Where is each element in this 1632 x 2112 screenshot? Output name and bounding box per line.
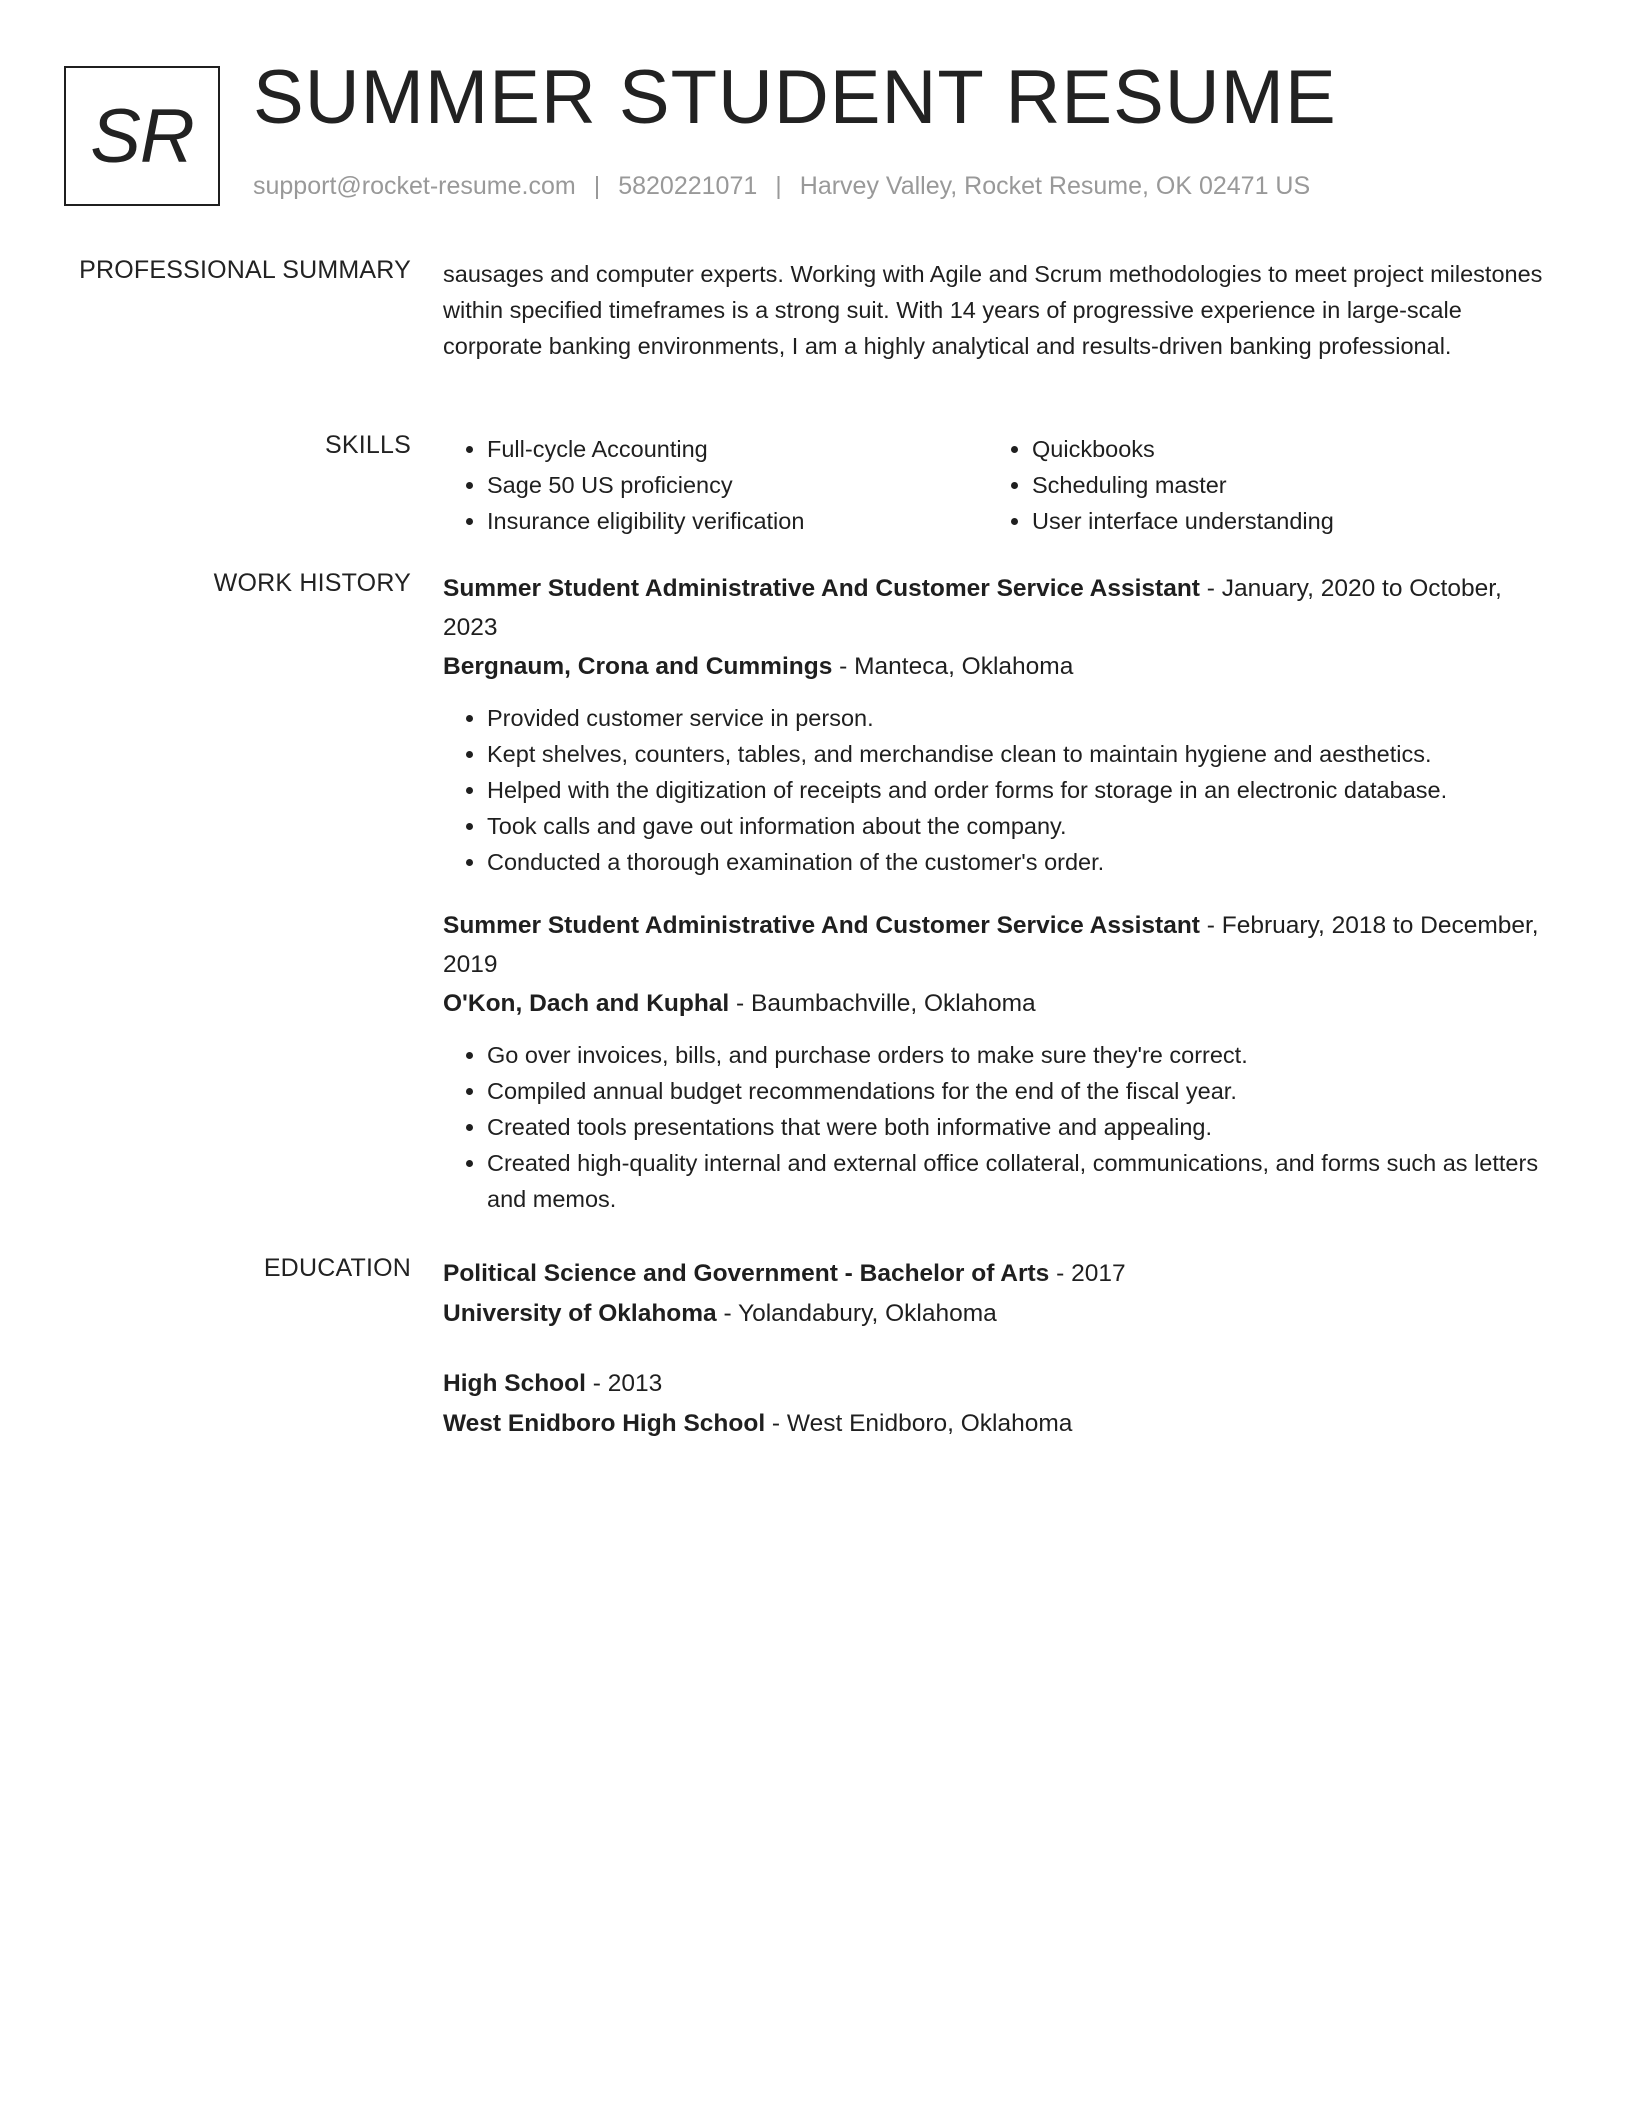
section-heading-education: EDUCATION: [263, 1254, 411, 1282]
duty-item: • Compiled annual budget recommendations for the end of the fiscal year.: [487, 1073, 1543, 1109]
job-title: Summer Student Administrative And Customer Service Assistant: [443, 575, 1200, 602]
summary-body: [443, 256, 1543, 364]
skill-item: • User interface understanding: [1032, 503, 1533, 539]
degree-line: [443, 1364, 1543, 1404]
page-title: SUMMER STUDENT RESUME: [253, 55, 1337, 140]
degree-name: Political Science and Government - Bachelor of Arts: [443, 1260, 1050, 1287]
summary-text: sausages and computer experts. Working with Agile and Scrum methodologies to meet project milestones within specified timeframes is a strong suit. With 14 years of progressive experience in large-scale corporate banking environments, I am a highly analytical and results-driven banking professional.: [443, 261, 1543, 359]
job-duties: [443, 700, 1543, 880]
duty-item: • Created tools presentations that were both informative and appealing.: [487, 1109, 1543, 1145]
work-body: [443, 569, 1543, 1243]
duty-item: • Helped with the digitization of receipts and order forms for storage in an electronic database.: [487, 772, 1543, 808]
degree-year: - 2017: [1049, 1260, 1126, 1287]
duty-item: • Conducted a thorough examination of the customer's order.: [487, 844, 1543, 880]
skills-list-left: [443, 431, 988, 539]
skill-item: • Quickbooks: [1032, 431, 1533, 467]
contact-phone: 5820221071: [618, 172, 758, 200]
job-duties: [443, 1037, 1543, 1217]
duty-item: • Created high-quality internal and external office collateral, communications, and forms such as letters and memos.: [487, 1145, 1543, 1217]
school-location: - Yolandabury, Oklahoma: [716, 1300, 997, 1327]
duty-item: • Provided customer service in person.: [487, 700, 1543, 736]
section-heading-summary: PROFESSIONAL SUMMARY: [79, 256, 411, 284]
section-heading-work: WORK HISTORY: [213, 569, 411, 597]
duty-item: • Kept shelves, counters, tables, and merchandise clean to maintain hygiene and aesthetics.: [487, 736, 1543, 772]
skills-list-right: [988, 431, 1533, 539]
contact-separator: |: [775, 172, 782, 200]
job-dates: - February, 2018 to December, 2019: [443, 912, 1539, 978]
degree-line: [443, 1254, 1543, 1294]
school-name: West Enidboro High School: [443, 1410, 766, 1437]
education-entry: [443, 1364, 1543, 1444]
skills-body: [443, 431, 1543, 539]
degree-name: High School: [443, 1370, 586, 1397]
section-heading-skills: SKILLS: [325, 431, 411, 459]
job-dates: - January, 2020 to October, 2023: [443, 575, 1502, 641]
school-name: University of Oklahoma: [443, 1300, 717, 1327]
skill-item: • Sage 50 US proficiency: [487, 467, 988, 503]
company-name: Bergnaum, Crona and Cummings: [443, 653, 833, 680]
job-entry: [443, 569, 1543, 880]
company-location: - Baumbachville, Oklahoma: [729, 990, 1036, 1017]
company-name: O'Kon, Dach and Kuphal: [443, 990, 730, 1017]
contact-address: Harvey Valley, Rocket Resume, OK 02471 US: [799, 172, 1311, 200]
degree-year: - 2013: [585, 1370, 663, 1397]
company-line: [443, 984, 1543, 1023]
duty-item: • Go over invoices, bills, and purchase orders to make sure they're correct.: [487, 1037, 1543, 1073]
skill-item: • Insurance eligibility verification: [487, 503, 988, 539]
school-line: [443, 1294, 1543, 1334]
company-location: - Manteca, Oklahoma: [832, 653, 1074, 680]
education-entry: [443, 1254, 1543, 1334]
contact-email: support@rocket-resume.com: [253, 172, 576, 200]
job-title: Summer Student Administrative And Customer Service Assistant: [443, 912, 1200, 939]
contact-line: [253, 172, 1310, 201]
duty-item: • Took calls and gave out information about the company.: [487, 808, 1543, 844]
school-line: [443, 1404, 1543, 1444]
job-title-line: [443, 906, 1543, 984]
monogram-logo: SR: [64, 66, 220, 206]
contact-separator: |: [593, 172, 601, 200]
job-entry: [443, 906, 1543, 1217]
skill-item: • Full-cycle Accounting: [487, 431, 988, 467]
school-location: - West Enidboro, Oklahoma: [765, 1410, 1073, 1437]
company-line: [443, 647, 1543, 686]
skill-item: • Scheduling master: [1032, 467, 1533, 503]
education-body: [443, 1254, 1543, 1474]
job-title-line: [443, 569, 1543, 647]
